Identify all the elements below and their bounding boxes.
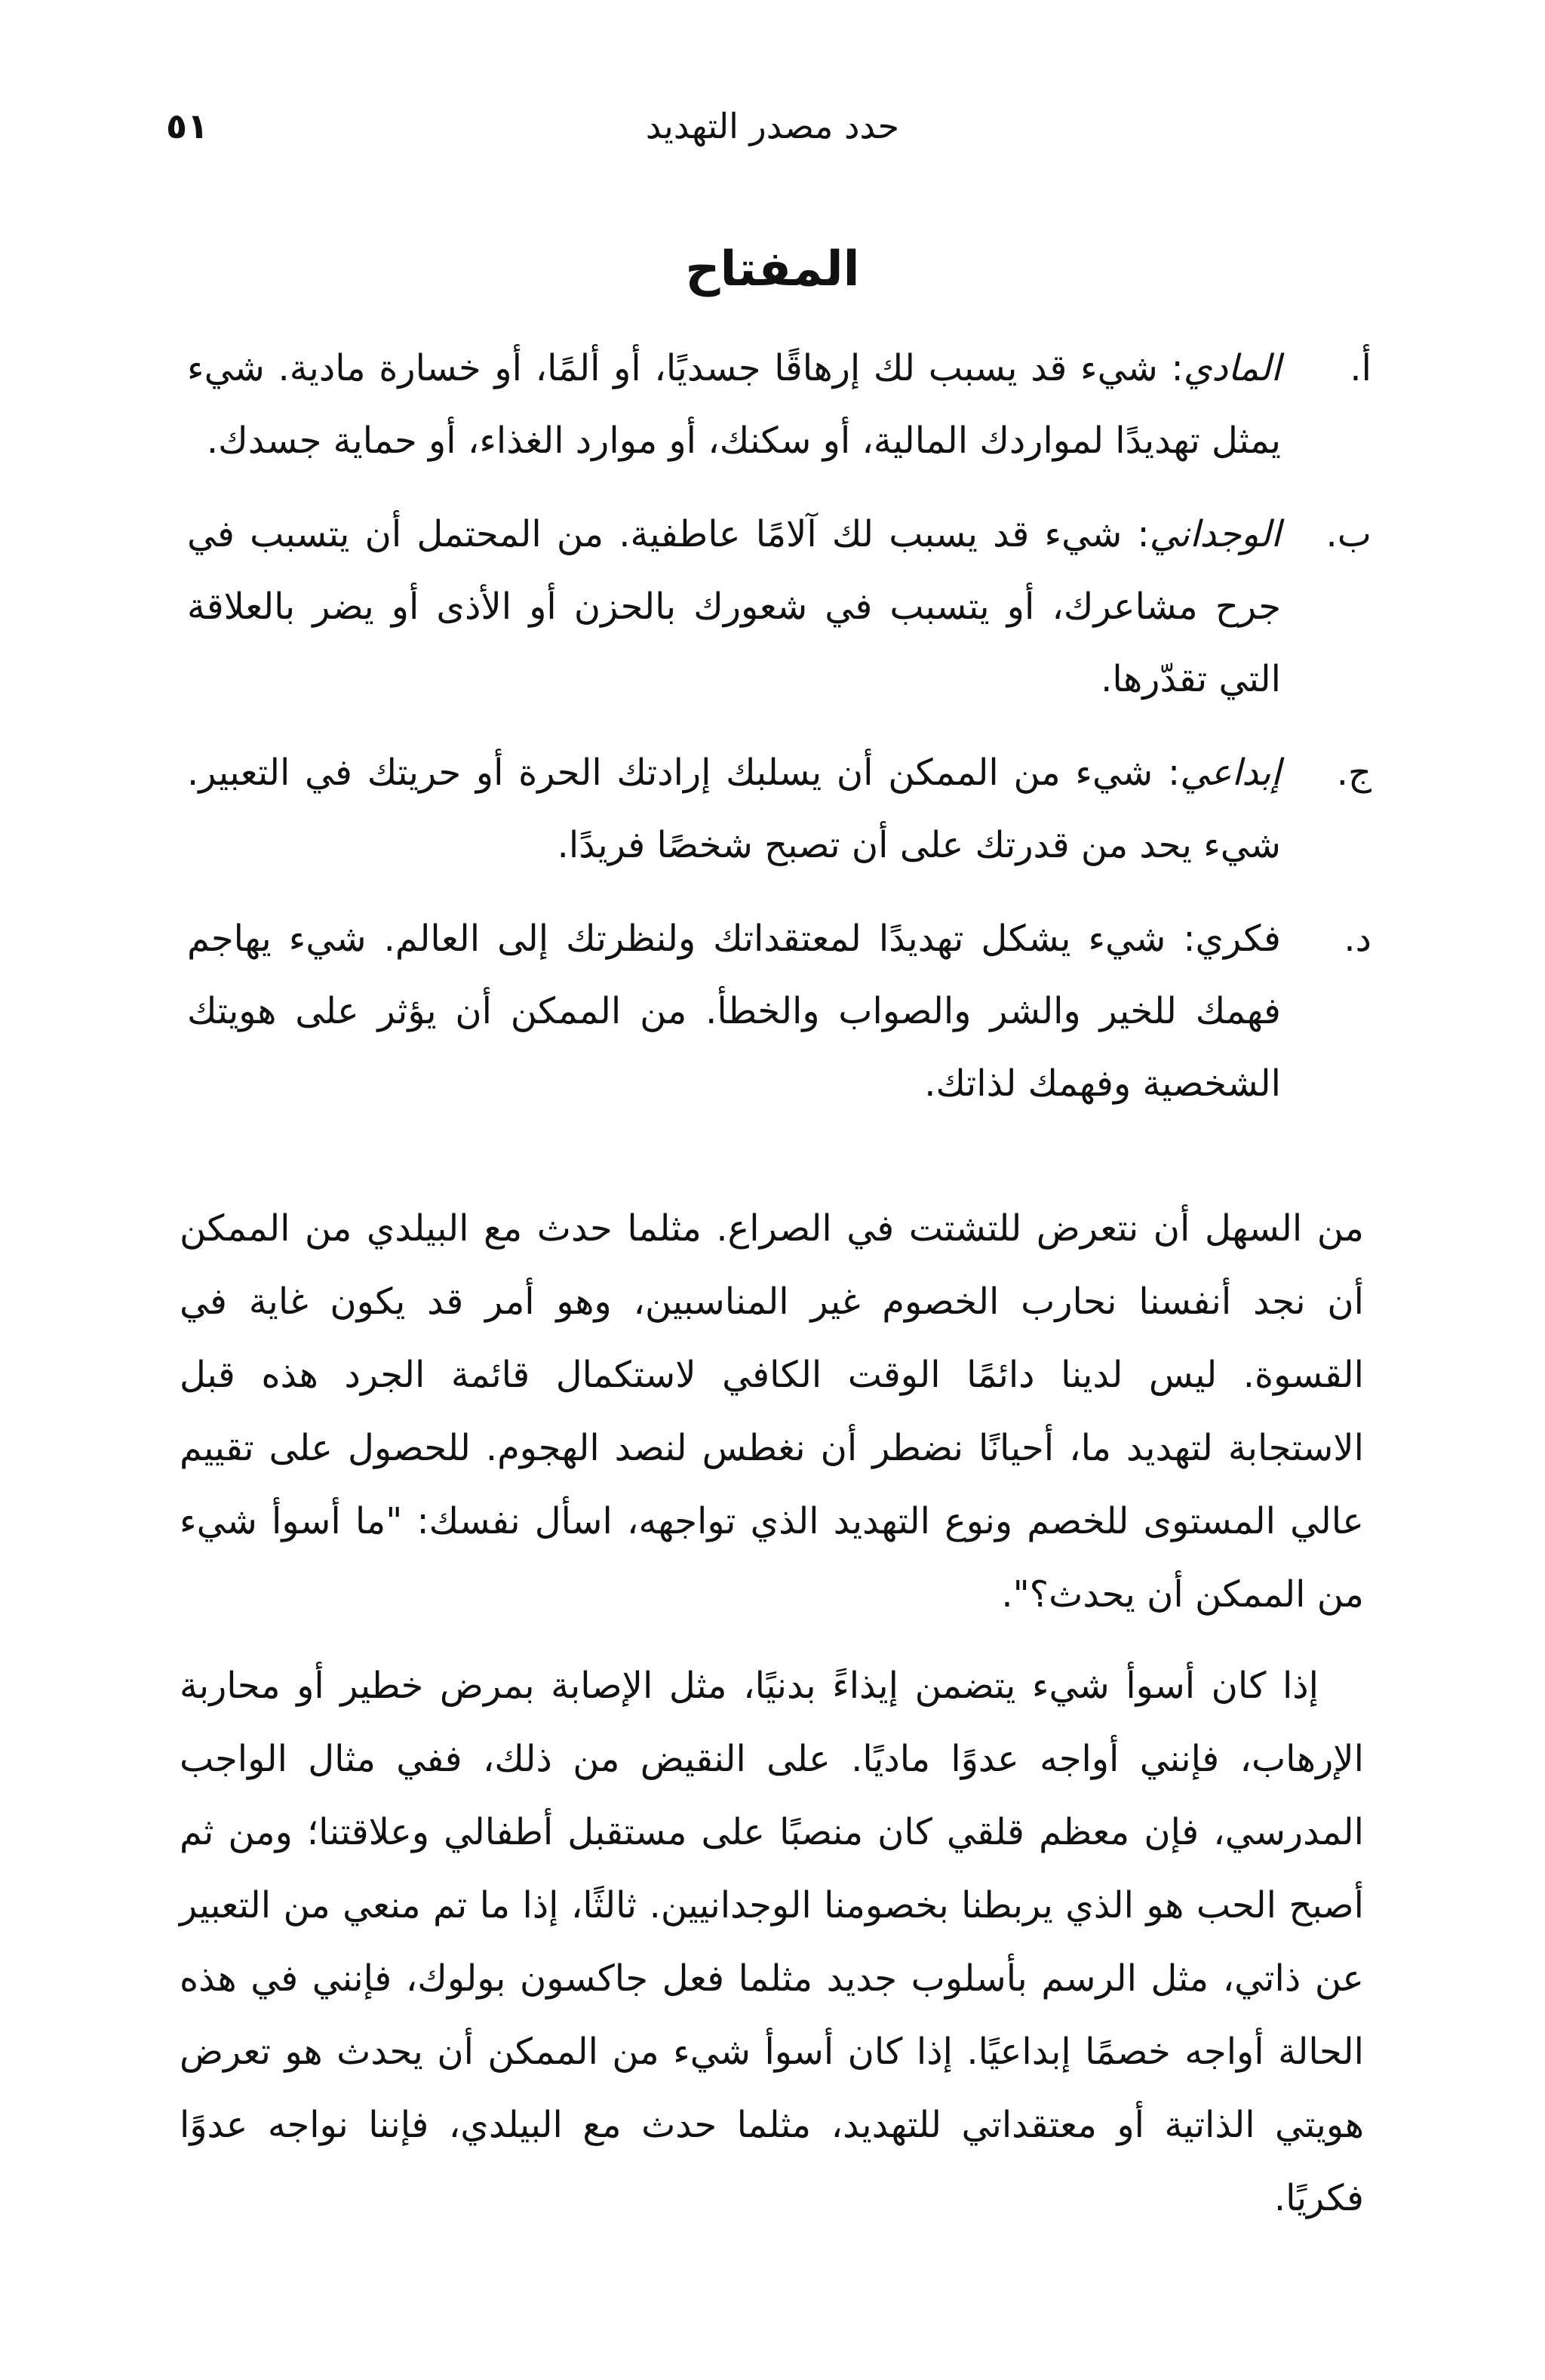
key-letter: ج. bbox=[1336, 752, 1371, 794]
key-item bbox=[187, 332, 1371, 477]
key-letter: أ. bbox=[1350, 347, 1371, 389]
key-item bbox=[187, 902, 1371, 1120]
body-paragraph: من السهل أن نتعرض للتشتت في الصراع. مثلما حدث مع البيلدي من الممكن أن نجد أنفسنا نحارب الخصوم غير المناسبين، وهو أمر قد يكون غاية في القسوة. ليس لدينا دائمًا الوقت الكافي لاستكمال قائمة الجرد هذه قبل الاستجابة لتهديد ما، أحيانًا نضطر أن نغطس لنصد الهجوم. للحصول على تقييم عالي المستوى للخصم ونوع التهديد الذي تواجهه، اسأل نفسك: "ما أسوأ شيء من الممكن أن يحدث؟". bbox=[180, 1207, 1364, 1616]
body-paragraph: إذا كان أسوأ شيء يتضمن إيذاءً بدنيًا، مثل الإصابة بمرض خطير أو محاربة الإرهاب، فإنني أواجه عدوًا ماديًا. على النقيض من ذلك، ففي مثال الواجب المدرسي، فإن معظم قلقي كان منصبًا على مستقبل أطفالي وعلاقتنا؛ ومن ثم أصبح الحب هو الذي يربطنا بخصومنا الوجدانيين. ثالثًا، إذا ما تم منعي من التعبير عن ذاتي، مثل الرسم بأسلوب جديد مثلما فعل جاكسون بولوك، فإنني في هذه الحالة أواجه خصمًا إبداعيًا. إذا كان أسوأ شيء من الممكن أن يحدث هو تعرض هويتي الذاتية أو معتقداتي للتهديد، مثلما حدث مع البيلدي، فإننا نواجه عدوًا فكريًا. bbox=[180, 1665, 1364, 2219]
key-letter: ب. bbox=[1325, 513, 1371, 555]
key-item bbox=[187, 498, 1371, 715]
key-text: فكري: شيء يشكل تهديدًا لمعتقداتك ولنظرتك إلى العالم. شيء يهاجم فهمك للخير والشر والصواب والخطأ. من الممكن أن يؤثر على هويتك الشخصية وفهمك لذاتك. bbox=[187, 918, 1281, 1105]
section-heading: المفتاح bbox=[685, 241, 860, 297]
page-number: ٥١ bbox=[166, 106, 209, 146]
key-item bbox=[187, 736, 1371, 881]
key-list bbox=[187, 332, 1371, 1141]
key-letter: د. bbox=[1344, 918, 1371, 960]
key-text: : شيء من الممكن أن يسلبك إرادتك الحرة أو حريتك في التعبير. شيء يحد من قدرتك على أن تصبح شخصًا فريدًا. bbox=[187, 752, 1281, 866]
key-term: المادي bbox=[1183, 347, 1281, 389]
body-text bbox=[180, 1192, 1364, 2253]
key-text: : شيء قد يسبب لك آلامًا عاطفية. من المحتمل أن يتسبب في جرح مشاعرك، أو يتسبب في شعورك بالحزن أو الأذى أو يضر بالعلاقة التي تقدّرها. bbox=[187, 513, 1281, 700]
running-title: حدد مصدر التهديد bbox=[645, 106, 900, 146]
key-text: : شيء قد يسبب لك إرهاقًا جسديًا، أو ألمًا، أو خسارة مادية. شيء يمثل تهديدًا لمواردك المالية، أو سكنك، أو موارد الغذاء، أو حماية جسدك. bbox=[187, 347, 1281, 462]
key-term: الوجداني bbox=[1149, 513, 1281, 555]
running-header bbox=[166, 106, 1379, 166]
key-term: إبداعي bbox=[1180, 752, 1281, 794]
